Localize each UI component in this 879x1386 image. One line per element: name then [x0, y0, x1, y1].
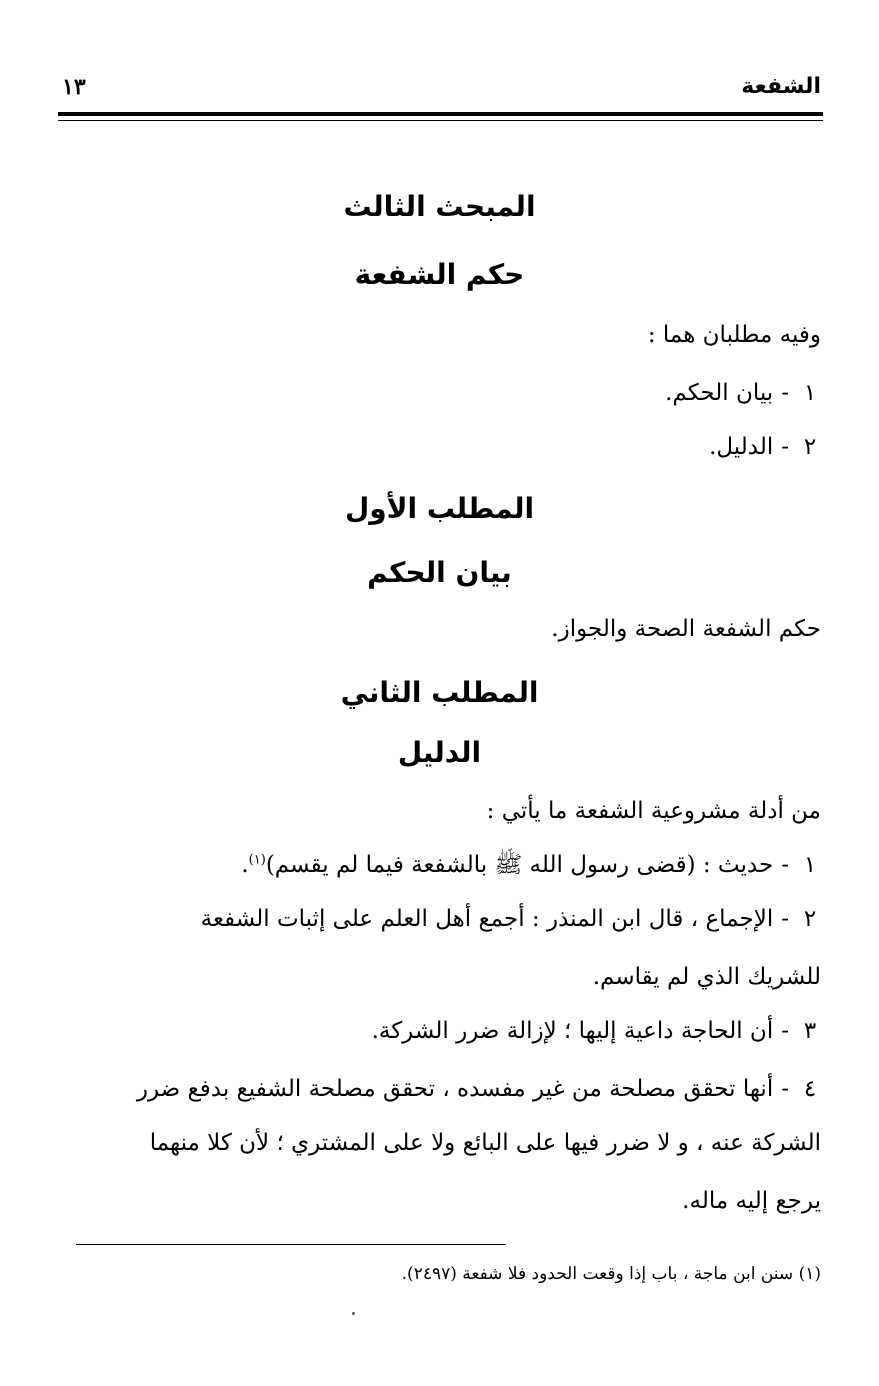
item-text: أن الحاجة داعية إليها ؛ لإزالة ضرر الشركة.	[371, 1018, 774, 1044]
item-text: الإجماع ، قال ابن المنذر : أجمع أهل العلم على إثبات الشفعة	[200, 906, 774, 932]
evidence-item-2: ٢-الإجماع ، قال ابن المنذر : أجمع أهل العلم على إثبات الشفعة	[58, 906, 821, 932]
header-rule-thick	[58, 112, 823, 116]
footnote: (١) سنن ابن ماجة ، باب إذا وقعت الحدود فلا شفعة (٢٤٩٧).	[401, 1264, 821, 1284]
item-number: ١	[803, 852, 817, 878]
item-number: ٤	[803, 1076, 817, 1102]
page-number: ١٣	[62, 74, 86, 100]
intro-text: وفيه مطلبان هما :	[647, 322, 821, 348]
intro-item-2: ٢-الدليل.	[58, 434, 821, 460]
footnote-ref: (١)	[248, 852, 266, 868]
first-requirement-heading: المطلب الأول	[344, 492, 535, 525]
evidence-item-1: ١-حديث : (قضى رسول الله ﷺ بالشفعة فيما لم يقسم)$^{(١)}$.	[58, 850, 821, 884]
second-requirement-title: الدليل	[397, 736, 482, 769]
item-number: ٢	[803, 906, 817, 932]
first-requirement-title: بيان الحكم	[367, 556, 512, 589]
item-end: .	[241, 852, 249, 878]
evidence-item-4-cont-1: الشركة عنه ، و لا ضرر فيها على البائع ولا على المشتري ؛ لأن كلا منهما	[149, 1130, 821, 1156]
evidence-item-4: ٤-أنها تحقق مصلحة من غير مفسده ، تحقق مصلحة الشفيع بدفع ضرر	[58, 1076, 821, 1102]
section-title: حكم الشفعة	[354, 258, 525, 291]
item-text: أنها تحقق مصلحة من غير مفسده ، تحقق مصلحة الشفيع بدفع ضرر	[136, 1076, 774, 1102]
intro-item-1: ١-بيان الحكم.	[58, 380, 821, 406]
section-heading: المبحث الثالث	[343, 190, 536, 223]
item-number: ٢	[803, 434, 817, 460]
ruling-text: حكم الشفعة الصحة والجواز.	[551, 616, 821, 642]
item-text: بيان الحكم.	[665, 380, 774, 406]
footnote-separator	[76, 1244, 506, 1245]
running-header	[58, 74, 821, 108]
item-text: حديث : (قضى رسول الله ﷺ بالشفعة فيما لم يقسم)	[265, 852, 774, 878]
second-requirement-heading: المطلب الثاني	[340, 676, 539, 709]
evidence-intro: من أدلة مشروعية الشفعة ما يأتي :	[486, 798, 821, 824]
item-text: الدليل.	[709, 434, 774, 460]
evidence-item-2-cont: للشريك الذي لم يقاسم.	[592, 964, 821, 990]
evidence-item-4-cont-2: يرجع إليه ماله.	[682, 1188, 821, 1214]
scan-speck	[352, 1312, 355, 1315]
item-number: ٣	[803, 1018, 817, 1044]
running-title: الشفعة	[741, 74, 821, 99]
evidence-item-3: ٣-أن الحاجة داعية إليها ؛ لإزالة ضرر الشركة.	[58, 1018, 821, 1044]
item-number: ١	[803, 380, 817, 406]
header-rule-thin	[58, 120, 823, 121]
